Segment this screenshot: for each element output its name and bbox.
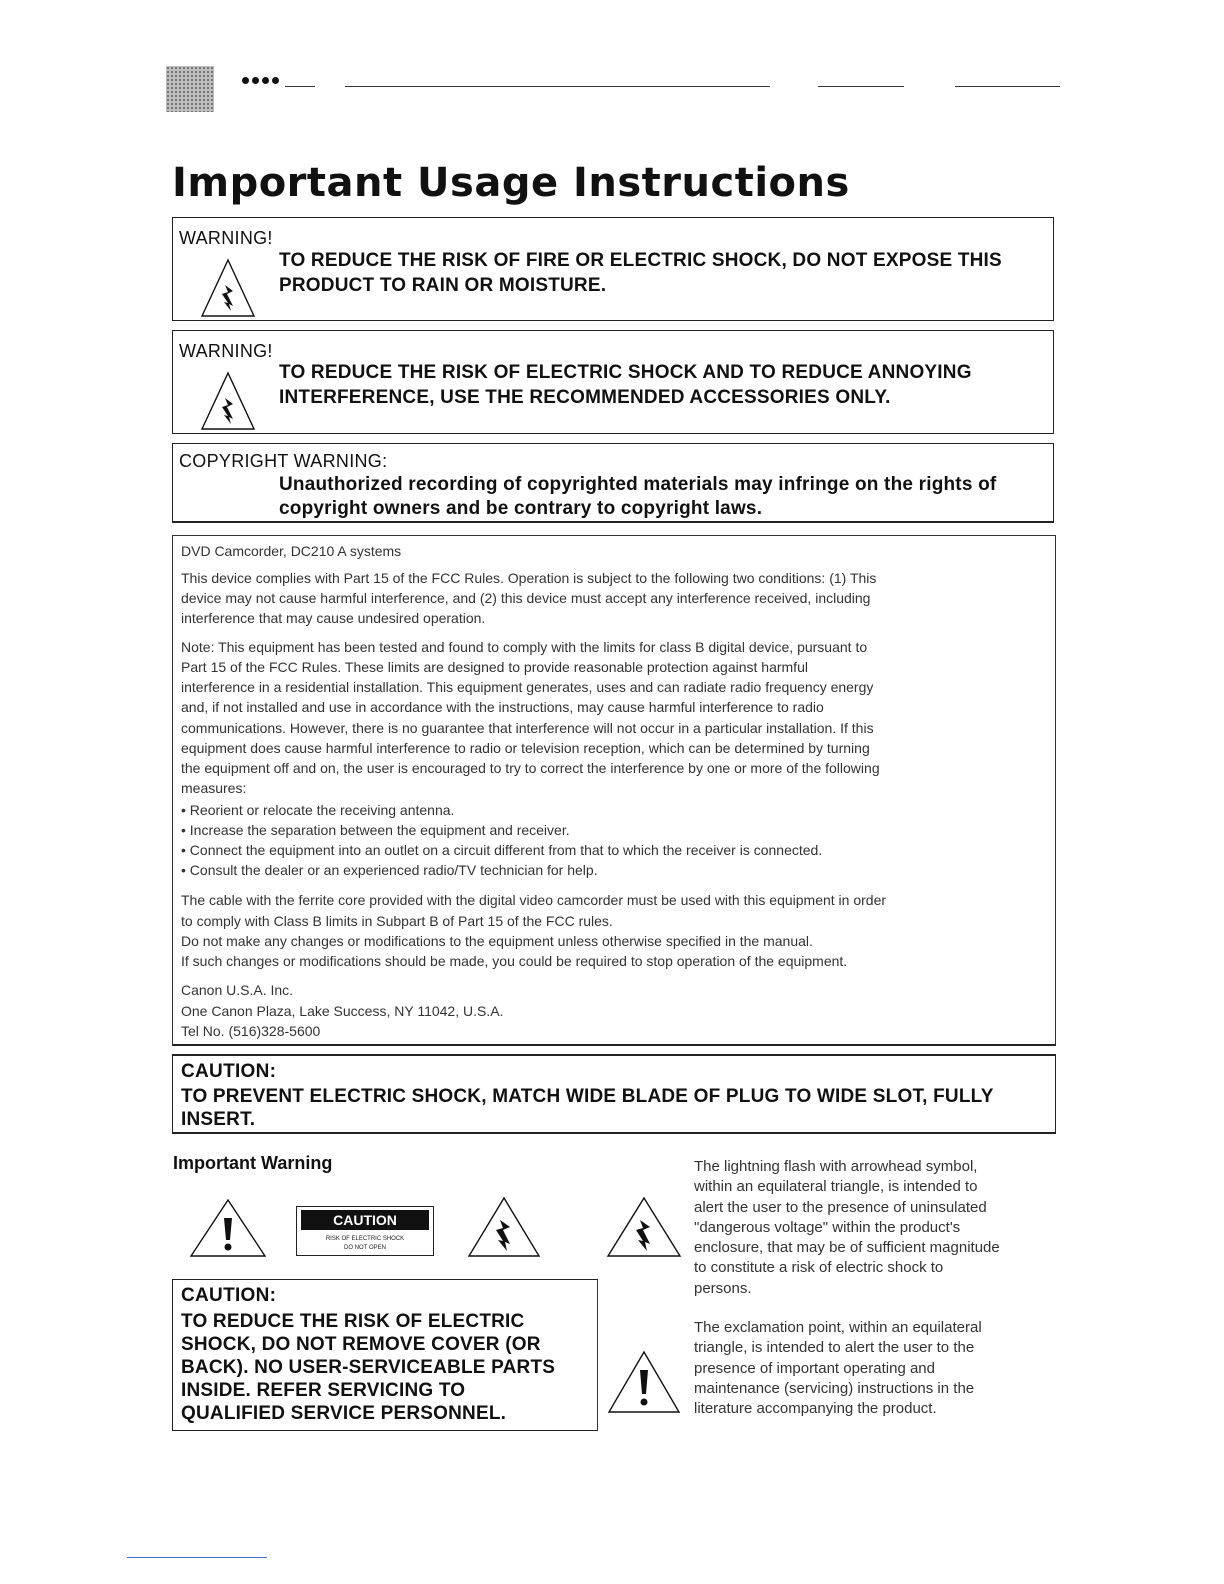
measure-text: Consult the dealer or an experienced radio/TV technician for help. bbox=[189, 862, 598, 878]
caution-cover-line: INSIDE. REFER SERVICING TO bbox=[181, 1380, 466, 1401]
warning-text-line2: INTERFERENCE, USE THE RECOMMENDED ACCESSORIES ONLY. bbox=[279, 387, 891, 408]
address-line: One Canon Plaza, Lake Success, NY 11042, U.S.A. bbox=[181, 1003, 504, 1019]
measure-item: • Increase the separation between the equipment and receiver. bbox=[181, 822, 570, 838]
warning-text-line2: PRODUCT TO RAIN OR MOISTURE. bbox=[279, 275, 607, 296]
copyright-text-line1: Unauthorized recording of copyrighted materials may infringe on the rights of bbox=[279, 474, 997, 495]
address-line: Tel No. (516)328-5600 bbox=[181, 1023, 321, 1039]
note-line: the equipment off and on, the user is encouraged to try to correct the interference by one or more of the following bbox=[181, 760, 880, 776]
exclamation-symbol-description bbox=[694, 1318, 1054, 1419]
note-line: Part 15 of the FCC Rules. These limits are designed to provide reasonable protection against harmful bbox=[181, 659, 808, 675]
warning-text-line1: TO REDUCE THE RISK OF FIRE OR ELECTRIC SHOCK, DO NOT EXPOSE THIS bbox=[279, 250, 1002, 271]
warning-label: WARNING! bbox=[179, 228, 273, 248]
lightning-warning-icon bbox=[467, 1196, 541, 1258]
footer-rule bbox=[127, 1557, 267, 1558]
copyright-label: COPYRIGHT WARNING: bbox=[179, 451, 388, 471]
warning-text-line1: TO REDUCE THE RISK OF ELECTRIC SHOCK AND TO REDUCE ANNOYING bbox=[279, 362, 972, 383]
description-line: alert the user to the presence of uninsulated bbox=[694, 1198, 987, 1216]
cable-line: The cable with the ferrite core provided with the digital video camcorder must be used with this equipment in order bbox=[181, 892, 887, 908]
caution-label: CAUTION: bbox=[181, 1061, 277, 1082]
description-line: enclosure, that may be of sufficient magnitude bbox=[694, 1239, 1000, 1257]
copyright-text-line2: copyright owners and be contrary to copyright laws. bbox=[279, 498, 763, 519]
description-line: literature accompanying the product. bbox=[694, 1400, 937, 1418]
description-line: maintenance (servicing) instructions in the bbox=[694, 1379, 975, 1397]
lightning-warning-icon bbox=[200, 371, 256, 431]
header-rule bbox=[818, 86, 904, 87]
description-line: triangle, is intended to alert the user to the bbox=[694, 1339, 975, 1357]
header-rule bbox=[955, 86, 1060, 87]
measure-item: • Consult the dealer or an experienced radio/TV technician for help. bbox=[181, 862, 598, 878]
plate-caution-heading: CAUTION bbox=[301, 1210, 429, 1230]
header-rule bbox=[285, 86, 315, 87]
note-line: and, if not installed and use in accordance with the instructions, may cause harmful interference to radio bbox=[181, 699, 824, 715]
copyright-warning-box bbox=[172, 443, 1054, 523]
description-line: within an equilateral triangle, is intended to bbox=[694, 1178, 978, 1196]
header-dots bbox=[242, 77, 279, 84]
lightning-symbol-description bbox=[694, 1157, 1054, 1299]
measure-item: • Reorient or relocate the receiving antenna. bbox=[181, 802, 455, 818]
cable-line: Do not make any changes or modifications to the equipment unless otherwise specified in the manual. bbox=[181, 933, 813, 949]
caution-label: CAUTION: bbox=[181, 1285, 277, 1306]
measure-text: Increase the separation between the equipment and receiver. bbox=[189, 822, 570, 838]
caution-cover-box bbox=[172, 1279, 598, 1431]
description-line: The lightning flash with arrowhead symbol, bbox=[694, 1158, 978, 1175]
fcc-compliance-line: interference that may cause undesired operation. bbox=[181, 610, 486, 626]
page-title: Important Usage Instructions bbox=[172, 160, 850, 206]
caution-plug-box bbox=[172, 1054, 1056, 1134]
plate-risk-text: RISK OF ELECTRIC SHOCK bbox=[325, 1236, 405, 1242]
important-warning-title: Important Warning bbox=[173, 1153, 333, 1173]
warning-label: WARNING! bbox=[179, 341, 273, 361]
measure-text: Connect the equipment into an outlet on a circuit different from that to which the receiver is connected. bbox=[189, 842, 823, 858]
note-line: communications. However, there is no guarantee that interference will not occur in a particular installation. If this bbox=[181, 720, 874, 736]
header-rule bbox=[345, 86, 770, 87]
plate-do-not-open-text: DO NOT OPEN bbox=[344, 1245, 386, 1251]
note-line: interference in a residential installation. This equipment generates, uses and can radiate radio frequency energy bbox=[181, 679, 874, 695]
caution-plug-line2: INSERT. bbox=[181, 1109, 256, 1130]
fcc-compliance-line: device may not cause harmful interference, and (2) this device must accept any interference received, including bbox=[181, 590, 871, 606]
page-number-badge bbox=[166, 66, 214, 112]
description-line: presence of important operating and bbox=[694, 1359, 935, 1377]
exclamation-warning-icon bbox=[607, 1350, 681, 1414]
fcc-statement-box bbox=[172, 535, 1056, 1046]
caution-cover-line: SHOCK, DO NOT REMOVE COVER (OR bbox=[181, 1334, 541, 1355]
warning-fire-box bbox=[172, 217, 1054, 321]
address-line: Canon U.S.A. Inc. bbox=[181, 982, 294, 998]
caution-label-plate bbox=[296, 1206, 434, 1256]
warning-accessories-box bbox=[172, 330, 1054, 434]
measure-item: • Connect the equipment into an outlet on a circuit different from that to which the receiver is connected. bbox=[181, 842, 823, 858]
lightning-warning-icon bbox=[606, 1196, 682, 1258]
caution-cover-line: TO REDUCE THE RISK OF ELECTRIC bbox=[181, 1311, 525, 1332]
fcc-compliance-line: This device complies with Part 15 of the FCC Rules. Operation is subject to the following two conditions: (1) This bbox=[181, 570, 877, 586]
note-line: Note: This equipment has been tested and found to comply with the limits for class B digital device, pursuant to bbox=[181, 639, 868, 655]
caution-cover-line: QUALIFIED SERVICE PERSONNEL. bbox=[181, 1403, 507, 1424]
description-line: to constitute a risk of electric shock to bbox=[694, 1259, 944, 1277]
measure-text: Reorient or relocate the receiving antenna. bbox=[189, 802, 455, 818]
description-line: The exclamation point, within an equilateral bbox=[694, 1319, 982, 1336]
cable-line: to comply with Class B limits in Subpart B of Part 15 of the FCC rules. bbox=[181, 913, 613, 929]
note-line: equipment does cause harmful interference to radio or television reception, which can be determined by turning bbox=[181, 740, 870, 756]
caution-plug-line1: TO PREVENT ELECTRIC SHOCK, MATCH WIDE BLADE OF PLUG TO WIDE SLOT, FULLY bbox=[181, 1086, 994, 1107]
description-line: persons. bbox=[694, 1279, 752, 1297]
caution-cover-line: BACK). NO USER-SERVICEABLE PARTS bbox=[181, 1357, 556, 1378]
model-line: DVD Camcorder, DC210 A systems bbox=[181, 543, 402, 559]
cable-line: If such changes or modifications should be made, you could be required to stop operation of the equipment. bbox=[181, 953, 848, 969]
exclamation-warning-icon bbox=[189, 1198, 267, 1258]
note-line: measures: bbox=[181, 780, 247, 796]
description-line: "dangerous voltage" within the product's bbox=[694, 1218, 961, 1236]
lightning-warning-icon bbox=[200, 258, 256, 318]
